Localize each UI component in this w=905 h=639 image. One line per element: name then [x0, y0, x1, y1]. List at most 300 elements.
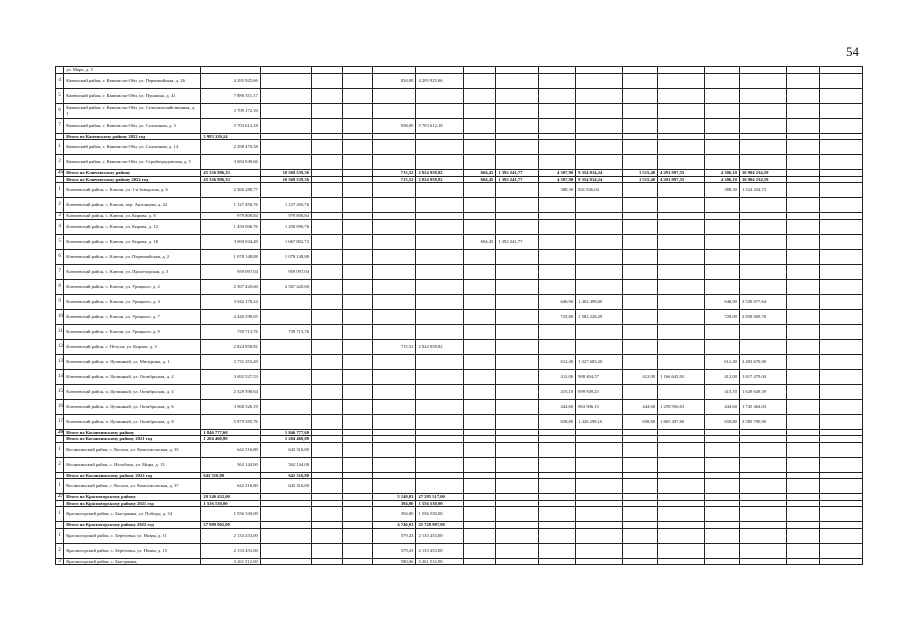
cell-c11 [623, 88, 658, 103]
cell-c8 [496, 264, 539, 279]
cell-c6 [416, 219, 463, 234]
row-number-cell: 1 [56, 183, 64, 198]
cell-c11 [623, 294, 658, 309]
subtotal-label-cell: Итого по Красногорскому району [64, 494, 201, 501]
cell-c13 [705, 155, 740, 170]
cell-total: 27 989 902,00 [201, 522, 260, 529]
cell-c3 [312, 249, 343, 264]
cell-c15 [787, 457, 820, 472]
cell-c8 [496, 183, 539, 198]
cell-c3 [312, 264, 343, 279]
address-cell: Ключевский район, с. Ключи, ул. Урицкого, д. 4 [64, 294, 201, 309]
address-cell: Ключевский район, с. Ключи, ул. Урицкого, д. 7 [64, 309, 201, 324]
cell-c6 [416, 183, 463, 198]
address-cell: Ключевский район, с. Ключи, ул. Урицкого, д. 2 [64, 279, 201, 294]
cell-c4 [342, 219, 373, 234]
cell-c10: 1 327 683,20 [576, 354, 623, 369]
cell-c6: 5 703 612,18 [416, 118, 463, 133]
cell-c3 [312, 479, 343, 494]
cell-c5 [373, 219, 416, 234]
cell-c7 [463, 384, 496, 399]
cell-c9: 658,80 [539, 414, 576, 429]
row-number-cell: 14 [56, 369, 64, 384]
cell-c5 [373, 140, 416, 155]
address-cell: Красногорский район, с. Берёзовка, ул. Новая, д. 11 [64, 528, 201, 543]
cell-c14 [739, 73, 786, 88]
cell-c12 [658, 234, 705, 249]
address-cell: Ключевский район, с. Ключи, ул. Кирова, д. 18 [64, 234, 201, 249]
cell-c15 [787, 528, 820, 543]
cell-c2: 959 097,04 [260, 264, 311, 279]
cell-c9: 4 307,90 [539, 176, 576, 183]
cell-c12 [658, 324, 705, 339]
cell-c9 [539, 339, 576, 354]
table-row [56, 399, 863, 414]
cell-c4 [342, 103, 373, 118]
subtotal-label-cell: Итого по Коснихинскому району 2021 год [64, 436, 201, 443]
cell-c8 [496, 140, 539, 155]
cell-c8 [496, 479, 539, 494]
cell-c4 [342, 369, 373, 384]
cell-c10 [576, 140, 623, 155]
cell-total: 4 440 298,05 [201, 309, 260, 324]
cell-c9 [539, 457, 576, 472]
table-row [56, 558, 863, 565]
cell-c7 [463, 140, 496, 155]
address-cell: Каменский район, г. Камень-на-Оби, ул. Стройотрядовская, д. 5 [64, 155, 201, 170]
address-cell: Ключевский район, с. Ключи, ул. Пролетарская, д. 3 [64, 264, 201, 279]
cell-c16 [819, 369, 862, 384]
cell-c15 [787, 369, 820, 384]
cell-c11 [623, 384, 658, 399]
cell-c16 [819, 384, 862, 399]
cell-c3 [312, 155, 343, 170]
cell-c6 [416, 369, 463, 384]
cell-c7 [463, 88, 496, 103]
cell-c3 [312, 309, 343, 324]
cell-c13: 415,10 [705, 384, 740, 399]
cell-total: 562 144,00 [201, 457, 260, 472]
cell-c14 [739, 457, 786, 472]
cell-c7 [463, 309, 496, 324]
cell-c2: 1 450 096,76 [260, 219, 311, 234]
cell-c4 [342, 339, 373, 354]
cell-total: 3 060 044,49 [201, 234, 260, 249]
cell-c5: 4 746,03 [373, 522, 416, 529]
cell-c15 [787, 507, 820, 522]
cell-c4 [342, 457, 373, 472]
cell-c5 [373, 264, 416, 279]
table-row [56, 479, 863, 494]
cell-c15 [787, 234, 820, 249]
address-cell: Ключевский район, с. Петухи, ул. Кирова, д. 3 [64, 339, 201, 354]
cell-c14 [739, 219, 786, 234]
cell-c10 [576, 88, 623, 103]
cell-c16 [819, 457, 862, 472]
cell-c8 [496, 73, 539, 88]
cell-c12 [658, 543, 705, 558]
cell-c14 [739, 543, 786, 558]
cell-c8 [496, 354, 539, 369]
cell-c2: 642 316,80 [260, 472, 311, 479]
row-number-cell: 4 [56, 73, 64, 88]
cell-c9 [539, 155, 576, 170]
cell-c12: 1 166 643,92 [658, 369, 705, 384]
cell-c6 [416, 309, 463, 324]
cell-c8 [496, 279, 539, 294]
cell-c16 [819, 309, 862, 324]
cell-total: 3 942 176,24 [201, 294, 260, 309]
cell-c5 [373, 479, 416, 494]
cell-total: 959 097,04 [201, 264, 260, 279]
row-number-cell: 7 [56, 118, 64, 133]
cell-c10 [576, 543, 623, 558]
cell-c5 [373, 324, 416, 339]
cell-total: 1 556 530,00 [201, 507, 260, 522]
row-number-cell: 6 [56, 103, 64, 118]
cell-c6 [416, 249, 463, 264]
cell-c3 [312, 219, 343, 234]
row-number-cell: 2 [56, 155, 64, 170]
subtotal-label-cell: Итого по Ключевскому району 2022 год [64, 176, 201, 183]
cell-c2 [260, 155, 311, 170]
cell-c10 [576, 528, 623, 543]
cell-c9 [539, 324, 576, 339]
cell-c12 [658, 479, 705, 494]
cell-c16 [819, 198, 862, 213]
cell-c13: 658,80 [705, 414, 740, 429]
cell-total: 45 336 886,33 [201, 170, 260, 177]
cell-c12 [658, 457, 705, 472]
cell-c4 [342, 543, 373, 558]
cell-c9: 4 307,90 [539, 170, 576, 177]
cell-c2 [260, 369, 311, 384]
cell-c13: 412,00 [705, 369, 740, 384]
cell-c9 [539, 140, 576, 155]
cell-c4 [342, 73, 373, 88]
cell-c15 [787, 384, 820, 399]
cell-c10: 1 402 498,60 [576, 294, 623, 309]
table-row [56, 384, 863, 399]
cell-c2 [260, 399, 311, 414]
cell-c15 [787, 118, 820, 133]
cell-c14 [739, 88, 786, 103]
cell-c8 [496, 369, 539, 384]
cell-c2: 2 567 420,60 [260, 279, 311, 294]
cell-c9: 612,40 [539, 354, 576, 369]
table-row [56, 264, 863, 279]
cell-c6: 27 285 517,00 [416, 494, 463, 501]
cell-c12 [658, 88, 705, 103]
address-cell: Ключевский район, п. Целинный, ул. Мичурина, д. 1 [64, 354, 201, 369]
cell-c6 [416, 324, 463, 339]
cell-c16 [819, 73, 862, 88]
cell-c6: 2 133 453,00 [416, 543, 463, 558]
table-row [56, 249, 863, 264]
cell-c13 [705, 234, 740, 249]
cell-c3 [312, 339, 343, 354]
cell-c4 [342, 354, 373, 369]
cell-c11 [623, 103, 658, 118]
cell-c15 [787, 399, 820, 414]
cell-total: 7 886 551,17 [201, 88, 260, 103]
cell-total: 3 692 527,53 [201, 369, 260, 384]
cell-c15 [787, 249, 820, 264]
cell-c9 [539, 88, 576, 103]
cell-c9 [539, 558, 576, 565]
cell-c9: 415,10 [539, 384, 576, 399]
row-number-cell: 1 [56, 528, 64, 543]
cell-c15 [787, 354, 820, 369]
cell-c14: 1 745 464,03 [739, 399, 786, 414]
cell-c2 [260, 309, 311, 324]
cell-c15 [787, 198, 820, 213]
cell-c15 [787, 103, 820, 118]
cell-c9 [539, 103, 576, 118]
cell-c15 [787, 479, 820, 494]
cell-c2 [260, 103, 311, 118]
subtotal-label-cell: Итого по Каменскому району 2022 год [64, 133, 201, 140]
cell-c10 [576, 457, 623, 472]
subtotal-label-cell: Итого по Красногорскому району 2022 год [64, 522, 201, 529]
cell-c12 [658, 155, 705, 170]
cell-total: 3 261 512,00 [201, 558, 260, 565]
cell-c3 [312, 118, 343, 133]
cell-c13 [705, 88, 740, 103]
cell-total: 1 450 096,76 [201, 219, 260, 234]
cell-c16 [819, 414, 862, 429]
row-number-cell: 10 [56, 309, 64, 324]
cell-c11 [623, 324, 658, 339]
address-cell: Каменский район, г. Камень-на-Оби, ул. Первомайская, д. 26 [64, 73, 201, 88]
cell-c16 [819, 249, 862, 264]
cell-c14 [739, 103, 786, 118]
cell-c2 [260, 339, 311, 354]
cell-c12 [658, 183, 705, 198]
cell-c2 [260, 384, 311, 399]
row-number-cell: 15 [56, 384, 64, 399]
row-number-cell: 3 [56, 213, 64, 220]
cell-c6 [416, 442, 463, 457]
cell-c8 [496, 414, 539, 429]
subtotal-label-cell: Итого по Ключевскому району [64, 170, 201, 177]
cell-c12 [658, 103, 705, 118]
cell-c13: 612,40 [705, 354, 740, 369]
cell-c6: 3 261 512,00 [416, 558, 463, 565]
address-cell: Коснихинский район, с. Косиха, ул. Комсомольская, д. 37 [64, 479, 201, 494]
cell-c4 [342, 384, 373, 399]
cell-c16 [819, 183, 862, 198]
cell-c2: 1 127 450,76 [260, 198, 311, 213]
cell-c11 [623, 73, 658, 88]
cell-c5 [373, 457, 416, 472]
table-row [56, 234, 863, 249]
cell-c10 [576, 249, 623, 264]
cell-c16 [819, 558, 862, 565]
cell-c6 [416, 384, 463, 399]
cell-c8 [496, 457, 539, 472]
cell-c7: 604,45 [463, 176, 496, 183]
table-row [56, 339, 863, 354]
cell-c9 [539, 73, 576, 88]
table-row [56, 528, 863, 543]
cell-c9: 412,00 [539, 369, 576, 384]
cell-c14: 2 403 670,00 [739, 354, 786, 369]
cell-total: 2 567 420,60 [201, 279, 260, 294]
cell-c4 [342, 324, 373, 339]
cell-c3 [312, 183, 343, 198]
cell-c3 [312, 73, 343, 88]
cell-c8 [496, 309, 539, 324]
cell-c3 [312, 294, 343, 309]
cell-c16 [819, 103, 862, 118]
cell-c13: 728,00 [705, 309, 740, 324]
cell-c9 [539, 219, 576, 234]
cell-c12 [658, 264, 705, 279]
row-number-cell: 7 [56, 264, 64, 279]
cell-c15 [787, 73, 820, 88]
cell-c14: 2 539 677,64 [739, 294, 786, 309]
cell-c2 [260, 118, 311, 133]
cell-c10: 1 582 228,29 [576, 309, 623, 324]
table-row [56, 140, 863, 155]
address-cell: Каменский район, г. Камень-на-Оби, ул. Солнечная, д. 14 [64, 140, 201, 155]
cell-c13 [705, 558, 740, 565]
cell-c14 [739, 198, 786, 213]
cell-c14 [739, 279, 786, 294]
cell-total: 3 684 849,66 [201, 155, 260, 170]
cell-total: 5 703 612,18 [201, 118, 260, 133]
row-number-cell: 2 [56, 543, 64, 558]
cell-c14 [739, 234, 786, 249]
cell-c10 [576, 234, 623, 249]
cell-c14: 16 904 234,59 [739, 170, 786, 177]
cell-c16 [819, 354, 862, 369]
cell-c11 [623, 528, 658, 543]
cell-c11: 1 515,40 [623, 170, 658, 177]
cell-c5 [373, 354, 416, 369]
cell-c14 [739, 528, 786, 543]
cell-c2: 1 667 802,72 [260, 234, 311, 249]
cell-c2 [260, 507, 311, 522]
address-cell: Ключевский район, п. Целинный, ул. Октябрьская, д. 4 [64, 384, 201, 399]
cell-c7 [463, 324, 496, 339]
cell-c8 [496, 88, 539, 103]
cell-total: 2 133 453,00 [201, 543, 260, 558]
cell-c2 [260, 414, 311, 429]
document-table-region [55, 66, 863, 565]
cell-c8: 1 392 241,77 [496, 234, 539, 249]
cell-c8: 1 392 241,77 [496, 176, 539, 183]
cell-c12 [658, 507, 705, 522]
cell-c11 [623, 507, 658, 522]
cell-c10 [576, 479, 623, 494]
cell-c11 [623, 457, 658, 472]
cell-c10 [576, 324, 623, 339]
table-row [56, 279, 863, 294]
cell-c13 [705, 479, 740, 494]
cell-c16 [819, 279, 862, 294]
cell-c13 [705, 543, 740, 558]
cell-c6 [416, 279, 463, 294]
cell-c4 [342, 140, 373, 155]
cell-c3 [312, 234, 343, 249]
cell-c12: 1 865 497,60 [658, 414, 705, 429]
cell-c13 [705, 118, 740, 133]
cell-c16 [819, 399, 862, 414]
address-cell: Красногорский район, с. Быстрянка, ул. Победы, д. 34 [64, 507, 201, 522]
table-row [56, 309, 863, 324]
cell-c16 [819, 155, 862, 170]
cell-c12: 4 291 097,55 [658, 170, 705, 177]
cell-total: 5 879 585,76 [201, 414, 260, 429]
cell-c13 [705, 103, 740, 118]
cell-total: 739 713,76 [201, 324, 260, 339]
cell-c5 [373, 279, 416, 294]
cell-c16 [819, 442, 862, 457]
cell-c3 [312, 543, 343, 558]
address-cell: Красногорский район, с. Быстрянка, [64, 558, 201, 565]
cell-c2: 1 078 148,88 [260, 249, 311, 264]
cell-c9 [539, 118, 576, 133]
cell-c14: 2 585 790,00 [739, 414, 786, 429]
cell-c14 [739, 264, 786, 279]
cell-total: 3 968 326,19 [201, 399, 260, 414]
address-cell: Ключевский район, с. Ключи, ул. 1-я Заводская, д. 6 [64, 183, 201, 198]
cell-c3 [312, 528, 343, 543]
cell-c2 [260, 88, 311, 103]
cell-c9 [539, 479, 576, 494]
cell-c7 [463, 294, 496, 309]
cell-c14 [739, 324, 786, 339]
cell-c11: 1 515,40 [623, 176, 658, 183]
cell-c15 [787, 339, 820, 354]
address-cell: Ключевский район, с. Ключи, пер. Антонцева, д. 22 [64, 198, 201, 213]
cell-c6 [416, 198, 463, 213]
cell-c8 [496, 558, 539, 565]
cell-c14 [739, 118, 786, 133]
cell-c4 [342, 183, 373, 198]
cell-c13 [705, 528, 740, 543]
cell-c4 [342, 234, 373, 249]
cell-c4 [342, 558, 373, 565]
cell-c11 [623, 354, 658, 369]
cell-c8 [496, 118, 539, 133]
row-number-cell: 27 [56, 494, 64, 501]
address-cell: Каменский район, г. Камень-на-Оби, ул. Солнечная, д. 3 [64, 118, 201, 133]
cell-c12 [658, 198, 705, 213]
cell-c10: 908 404,57 [576, 369, 623, 384]
cell-c11 [623, 558, 658, 565]
cell-c10 [576, 442, 623, 457]
cell-c11: 412,00 [623, 369, 658, 384]
table-row [56, 103, 863, 118]
cell-c11 [623, 543, 658, 558]
cell-c12: 1 258 956,03 [658, 399, 705, 414]
cell-total: 2 298 470,58 [201, 140, 260, 155]
cell-c4 [342, 528, 373, 543]
address-cell: Коснихинский район, с. Налобиха, ул. Мира, д. 13 [64, 457, 201, 472]
cell-c16 [819, 294, 862, 309]
cell-c3 [312, 457, 343, 472]
cell-c7 [463, 103, 496, 118]
cell-c5: 715,52 [373, 339, 416, 354]
cell-c2 [260, 558, 311, 565]
table-row [56, 457, 863, 472]
cell-c15 [787, 264, 820, 279]
cell-c8 [496, 507, 539, 522]
cell-c11: 444,60 [623, 399, 658, 414]
